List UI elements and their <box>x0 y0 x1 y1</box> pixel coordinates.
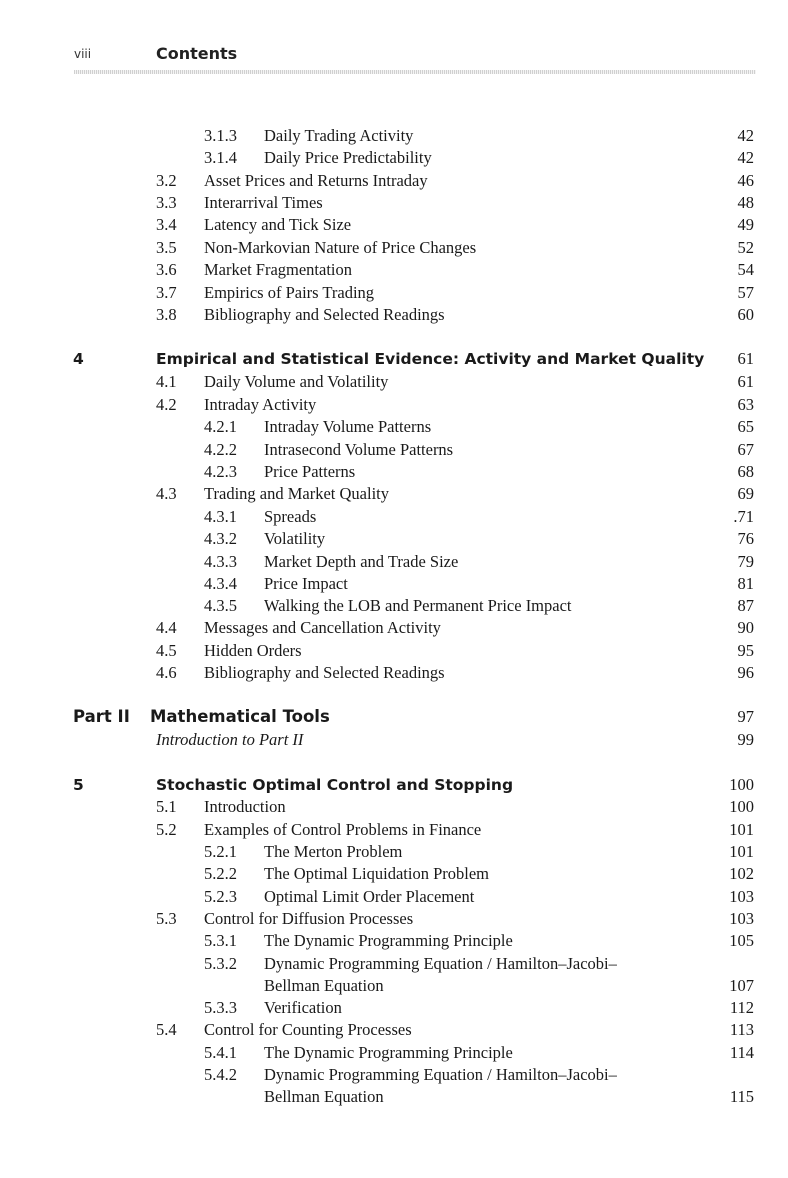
toc-entry-page: 57 <box>737 283 754 302</box>
toc-entry-page: 52 <box>737 238 754 257</box>
toc-entry-page: 67 <box>737 440 754 459</box>
toc-entry-title: Mathematical Tools <box>150 707 330 726</box>
toc-entry-title: Optimal Limit Order Placement <box>264 887 475 906</box>
toc-entry-number: 3.5 <box>156 238 177 257</box>
toc-entry-title: Bibliography and Selected Readings <box>204 305 445 324</box>
toc-entry-title: Hidden Orders <box>204 641 302 660</box>
toc-entry <box>0 662 788 684</box>
toc-entry <box>0 595 788 617</box>
toc-entry-number: 5.1 <box>156 797 177 816</box>
toc-entry-title: Introduction <box>204 797 286 816</box>
toc-entry-title: Market Depth and Trade Size <box>264 552 459 571</box>
toc-entry-number: 4.2.1 <box>204 417 237 436</box>
toc-entry-number: 3.4 <box>156 215 177 234</box>
toc-entry-number: 4.4 <box>156 618 177 637</box>
toc-entry-page: 48 <box>737 193 754 212</box>
toc-entry <box>0 483 788 505</box>
toc-entry <box>0 259 788 281</box>
toc-entry <box>0 282 788 304</box>
toc-entry-number: 3.1.3 <box>204 126 237 145</box>
toc-entry-page: 101 <box>729 842 754 861</box>
header-title: Contents <box>156 44 238 63</box>
toc-entry-title: The Dynamic Programming Principle <box>264 931 513 950</box>
toc-entry-page: 60 <box>737 305 754 324</box>
toc-entry-page: 76 <box>737 529 754 548</box>
toc-entry-number: 5.2 <box>156 820 177 839</box>
toc-entry <box>0 304 788 326</box>
toc-entry <box>0 371 788 393</box>
toc-entry <box>0 394 788 416</box>
toc-entry-title: Trading and Market Quality <box>204 484 389 503</box>
toc-entry <box>0 214 788 236</box>
toc-entry-number: 3.3 <box>156 193 177 212</box>
toc-entry-title: The Dynamic Programming Principle <box>264 1043 513 1062</box>
toc-entry <box>0 1064 788 1086</box>
toc-entry-number: Part II <box>73 707 130 726</box>
toc-entry-page: 107 <box>729 976 754 995</box>
toc-entry-page: 101 <box>729 820 754 839</box>
toc-entry-number: 5 <box>73 776 84 794</box>
toc-entry-page: 68 <box>737 462 754 481</box>
toc-entry-title: Interarrival Times <box>204 193 323 212</box>
toc-entry-page: 90 <box>737 618 754 637</box>
toc-entry-page: 102 <box>729 864 754 883</box>
toc-entry-title: Bellman Equation <box>264 1087 384 1106</box>
toc-entry-title: Introduction to Part II <box>156 730 304 749</box>
toc-entry-page: 103 <box>729 909 754 928</box>
header-rule <box>74 70 756 74</box>
toc-entry <box>0 170 788 192</box>
toc-entry-page: 46 <box>737 171 754 190</box>
toc-entry-number: 3.8 <box>156 305 177 324</box>
toc-entry <box>0 348 788 370</box>
toc-entry-title: Walking the LOB and Permanent Price Impact <box>264 596 572 615</box>
toc-entry-title: Market Fragmentation <box>204 260 353 279</box>
toc-entry-number: 4.3.4 <box>204 574 237 593</box>
toc-entry-title: Dynamic Programming Equation / Hamilton–Jacobi– <box>264 954 617 973</box>
toc-entry <box>0 841 788 863</box>
toc-entry <box>0 416 788 438</box>
toc-entry-title: Spreads <box>264 507 317 526</box>
toc-entry-title: Bellman Equation <box>264 976 384 995</box>
toc-entry-page: 87 <box>737 596 754 615</box>
toc-entry <box>0 1086 788 1108</box>
toc-entry <box>0 953 788 975</box>
toc-entry <box>0 237 788 259</box>
toc-entry-page: 61 <box>737 349 754 368</box>
toc-entry-title: The Merton Problem <box>264 842 403 861</box>
toc-entry-title: Stochastic Optimal Control and Stopping <box>156 776 514 794</box>
toc-entry-title: Empirics of Pairs Trading <box>204 283 375 302</box>
toc-entry-page: 79 <box>737 552 754 571</box>
toc-entry-page: 114 <box>729 1043 754 1062</box>
toc-entry-page: 81 <box>737 574 754 593</box>
toc-entry-number: 5.3.2 <box>204 954 237 973</box>
toc-entry-page: 69 <box>737 484 754 503</box>
toc-entry-page: 95 <box>737 641 754 660</box>
toc-entry-page: 42 <box>737 126 754 145</box>
toc-entry <box>0 819 788 841</box>
toc-entry-title: Examples of Control Problems in Finance <box>204 820 482 839</box>
toc-entry-title: The Optimal Liquidation Problem <box>264 864 490 883</box>
toc-entry-number: 4.2.3 <box>204 462 237 481</box>
toc-entry-title: Daily Trading Activity <box>264 126 414 145</box>
toc-entry <box>0 617 788 639</box>
toc-entry <box>0 551 788 573</box>
toc-entry-title: Intraday Volume Patterns <box>264 417 432 436</box>
toc-entry-number: 3.6 <box>156 260 177 279</box>
toc-entry-number: 5.4.2 <box>204 1065 237 1084</box>
toc-entry <box>0 528 788 550</box>
toc-entry-number: 4.3.3 <box>204 552 237 571</box>
toc-entry-page: 105 <box>729 931 754 950</box>
toc-entry-page: 113 <box>729 1020 754 1039</box>
toc-entry-number: 5.3.3 <box>204 998 237 1017</box>
toc-entry <box>0 886 788 908</box>
toc-entry-title: Verification <box>264 998 342 1017</box>
toc-entry-number: 5.2.3 <box>204 887 237 906</box>
toc-entry-number: 4.3 <box>156 484 177 503</box>
toc-entry-page: 103 <box>729 887 754 906</box>
toc-entry <box>0 1019 788 1041</box>
toc-entry-title: Bibliography and Selected Readings <box>204 663 445 682</box>
toc-entry-number: 4.6 <box>156 663 177 682</box>
toc-entry <box>0 863 788 885</box>
toc-entry-page: 65 <box>737 417 754 436</box>
toc-entry-number: 4.3.1 <box>204 507 237 526</box>
toc-entry <box>0 1042 788 1064</box>
toc-entry-page: .71 <box>733 507 754 526</box>
toc-entry-number: 4.3.2 <box>204 529 237 548</box>
toc-entry-number: 3.1.4 <box>204 148 237 167</box>
toc-entry <box>0 930 788 952</box>
toc-entry <box>0 706 788 728</box>
toc-entry <box>0 147 788 169</box>
toc-entry-title: Latency and Tick Size <box>204 215 352 234</box>
toc-entry-title: Intrasecond Volume Patterns <box>264 440 454 459</box>
toc-entry-page: 112 <box>729 998 754 1017</box>
toc-entry-title: Empirical and Statistical Evidence: Activity and Market Quality <box>156 350 705 368</box>
toc-entry-title: Volatility <box>264 529 326 548</box>
toc-entry-number: 3.7 <box>156 283 177 302</box>
toc-entry-number: 3.2 <box>156 171 177 190</box>
toc-entry-title: Intraday Activity <box>204 395 317 414</box>
toc-entry-page: 100 <box>729 797 754 816</box>
toc-entry <box>0 573 788 595</box>
toc-entry <box>0 796 788 818</box>
toc-entry <box>0 774 788 796</box>
toc-entry-page: 100 <box>729 775 754 794</box>
toc-entry-number: 5.2.1 <box>204 842 237 861</box>
toc-entry-page: 63 <box>737 395 754 414</box>
page-header <box>74 44 756 74</box>
toc-entry-title: Daily Volume and Volatility <box>204 372 389 391</box>
toc-entry-number: 5.4.1 <box>204 1043 237 1062</box>
toc-entry-number: 4.2 <box>156 395 177 414</box>
toc-entry-page: 99 <box>737 730 754 749</box>
toc-entry-title: Price Patterns <box>264 462 356 481</box>
toc-entry <box>0 125 788 147</box>
toc-entry-number: 4.2.2 <box>204 440 237 459</box>
toc-entry-page: 54 <box>737 260 754 279</box>
toc-entry <box>0 997 788 1019</box>
header-page-number: viii <box>74 47 92 61</box>
toc-entry <box>0 908 788 930</box>
toc-entry <box>0 439 788 461</box>
toc-entry-number: 5.3.1 <box>204 931 237 950</box>
toc-entry <box>0 506 788 528</box>
toc-entry-title: Asset Prices and Returns Intraday <box>204 171 428 190</box>
toc-entry-title: Non-Markovian Nature of Price Changes <box>204 238 477 257</box>
toc-entry-page: 115 <box>729 1087 754 1106</box>
toc-entry-title: Control for Counting Processes <box>204 1020 412 1039</box>
toc-entry-number: 4.1 <box>156 372 177 391</box>
toc-entry-number: 5.4 <box>156 1020 177 1039</box>
toc-entry-title: Price Impact <box>264 574 348 593</box>
toc-entry-page: 61 <box>737 372 754 391</box>
toc-entry-title: Control for Diffusion Processes <box>204 909 414 928</box>
toc-entry-page: 97 <box>737 707 754 726</box>
toc-entry <box>0 192 788 214</box>
toc-entry-page: 96 <box>737 663 754 682</box>
toc-entry-number: 4.3.5 <box>204 596 237 615</box>
toc-entry-page: 49 <box>737 215 754 234</box>
toc-entry-number: 4.5 <box>156 641 177 660</box>
toc-entry-number: 4 <box>73 350 84 368</box>
toc-entry-page: 42 <box>737 148 754 167</box>
toc-entry-title: Daily Price Predictability <box>264 148 432 167</box>
toc-entry-title: Dynamic Programming Equation / Hamilton–Jacobi– <box>264 1065 617 1084</box>
toc-entry <box>0 640 788 662</box>
toc-entry-title: Messages and Cancellation Activity <box>204 618 441 637</box>
toc-entry <box>0 975 788 997</box>
toc-entry <box>0 729 788 751</box>
toc-entry <box>0 461 788 483</box>
toc-entry-number: 5.3 <box>156 909 177 928</box>
toc-entry-number: 5.2.2 <box>204 864 237 883</box>
